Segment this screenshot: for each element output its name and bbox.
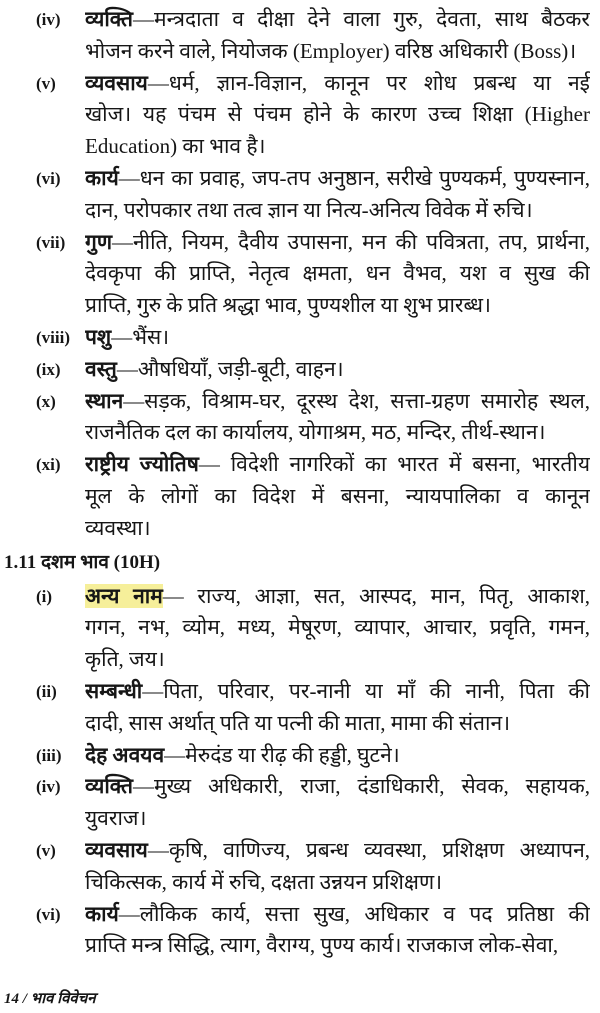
item-text-line: मूल के लोगों का विदेश में बसना, न्यायपालिका व कानून [85,483,590,508]
item-text-line: युवराज। [85,806,147,831]
item-term: वस्तु [85,356,117,381]
item-text-line [85,4,590,36]
item-number: (xi) [36,455,61,475]
item-text: —मेरुदंड या रीढ़ की हड्डी, घुटने। [164,742,400,767]
item-text-line: Education) का भाव है। [85,134,266,159]
item-text: —पिता, परिवार, पर-नानी या माँ की नानी, पिता की [142,678,590,703]
item-number: (v) [36,840,56,860]
item-term: कार्य [85,901,119,926]
item-text: — राज्य, आज्ञा, सत, आस्पद, मान, पितृ, आकाश, [162,583,590,608]
item-number: (iv) [36,777,61,797]
item-text-line: भोजन करने वाले, नियोजक (Employer) वरिष्ठ अधिकारी (Boss)। [85,38,577,63]
item-text-line [85,322,590,354]
item-number: (ii) [36,681,57,701]
item-number: (vi) [36,168,61,188]
item-text-line: दादी, सास अर्थात् पति या पत्नी की माता, मामा की संतान। [85,710,511,735]
item-text-line [85,835,590,867]
list-item [0,68,600,163]
item-text: —मन्त्रदाता व दीक्षा देने वाला गुरु, देवता, साथ बैठकर [133,7,590,31]
item-number: (iii) [36,745,62,765]
list-item [0,899,600,963]
item-text-line [85,899,590,931]
item-number: (ix) [36,359,61,379]
item-text-line [85,163,590,195]
item-text-line [85,676,590,708]
item-number: (x) [36,391,56,411]
item-number: (v) [36,73,56,93]
book-page [0,4,600,962]
item-text: —सड़क, विश्राम-घर, दूरस्थ देश, सत्ता-ग्रहण समारोह स्थल, [123,388,590,413]
list-item [0,163,600,227]
item-text-line: प्राप्ति मन्त्र सिद्धि, त्याग, वैराग्य, पुण्य कार्य। राजकाज लोक-सेवा, [85,933,559,958]
list-section-ninth-house [0,4,600,545]
item-text-line: कृति, जय। [85,647,165,672]
item-number: (vii) [36,232,66,252]
item-text-line [85,354,590,386]
item-term: स्थान [85,388,124,413]
section-heading: 1.11 दशम भाव (10H) [4,551,161,573]
item-term: राष्ट्रीय ज्योतिष [85,452,199,477]
item-text: —लौकिक कार्य, सत्ता सुख, अधिकार व पद प्रतिष्ठा की [118,901,590,926]
item-text-line: व्यवस्था। [85,515,151,540]
item-text-line [85,386,590,418]
list-item [0,835,600,899]
list-item [0,354,600,386]
item-number: (viii) [36,327,70,347]
item-text-line [85,771,590,803]
item-term: व्यक्ति [85,774,134,799]
page-footer: 14 / भाव विवेचन [4,991,96,1007]
item-text: —भैंस। [111,324,170,349]
list-item [0,740,600,772]
item-text: —मुख्य अधिकारी, राजा, दंडाधिकारी, सेवक, सहायक, [133,774,590,799]
item-term: देह अवयव [85,742,165,767]
item-text-line: प्राप्ति, गुरु के प्रति श्रद्धा भाव, पुण्यशील या शुभ प्रारब्ध। [85,293,491,318]
item-text-line: खोज। यह पंचम से पंचम होने के कारण उच्च शिक्षा (Higher [85,102,590,127]
item-text: —धन का प्रवाह, जप-तप अनुष्ठान, सरीखे पुण्यकर्म, पुण्यस्नान, [118,165,590,190]
item-text-line [85,740,590,772]
item-term: व्यवसाय [85,70,148,95]
item-text-line: देवकृपा की प्राप्ति, नेतृत्व क्षमता, धन वैभव, यश व सुख की [85,261,590,286]
item-text-line [85,581,590,613]
item-text-line: राजनैतिक दल का कार्यालय, योगाश्रम, मठ, मन्दिर, तीर्थ-स्थान। [85,420,546,445]
item-text-line [85,68,590,100]
item-text-line: गगन, नभ, व्योम, मध्य, मेषूरण, व्यापार, आचार, प्रवृति, गमन, [85,615,590,640]
list-item [0,449,600,544]
item-term: सम्बन्धी [85,678,143,703]
item-number: (vi) [36,904,61,924]
item-text: — विदेशी नागरिकों का भारत में बसना, भारतीय [198,452,590,477]
list-item [0,581,600,676]
item-term: कार्य [85,165,119,190]
item-text: —धर्म, ज्ञान-विज्ञान, कानून पर शोध प्रबन्ध या नई [147,70,590,95]
item-number: (i) [36,586,53,606]
list-item [0,227,600,322]
item-term: व्यक्ति [85,7,134,31]
item-text-line [85,449,590,481]
item-text: —औषधियाँ, जड़ी-बूटी, वाहन। [116,356,344,381]
item-term: व्यवसाय [85,837,148,862]
item-term: पशु [85,324,112,349]
item-text-line [85,227,590,259]
list-item [0,676,600,740]
item-text-line: दान, परोपकार तथा तत्व ज्ञान या नित्य-अनित्य विवेक में रुचि। [85,197,533,222]
item-text-line: चिकित्सक, कार्य में रुचि, दक्षता उन्नयन प्रशिक्षण। [85,869,443,894]
list-item [0,4,600,68]
item-text: —कृषि, वाणिज्य, प्रबन्ध व्यवस्था, प्रशिक्षण अध्यापन, [147,837,590,862]
list-section-tenth-house [0,581,600,963]
list-item [0,322,600,354]
list-item [0,771,600,835]
list-item [0,386,600,450]
item-number: (iv) [36,10,61,29]
item-term: अन्य नाम [85,583,163,608]
item-term: गुण [85,229,113,254]
item-text: —नीति, नियम, दैवीय उपासना, मन की पवित्रता, तप, प्रार्थना, [112,229,590,254]
